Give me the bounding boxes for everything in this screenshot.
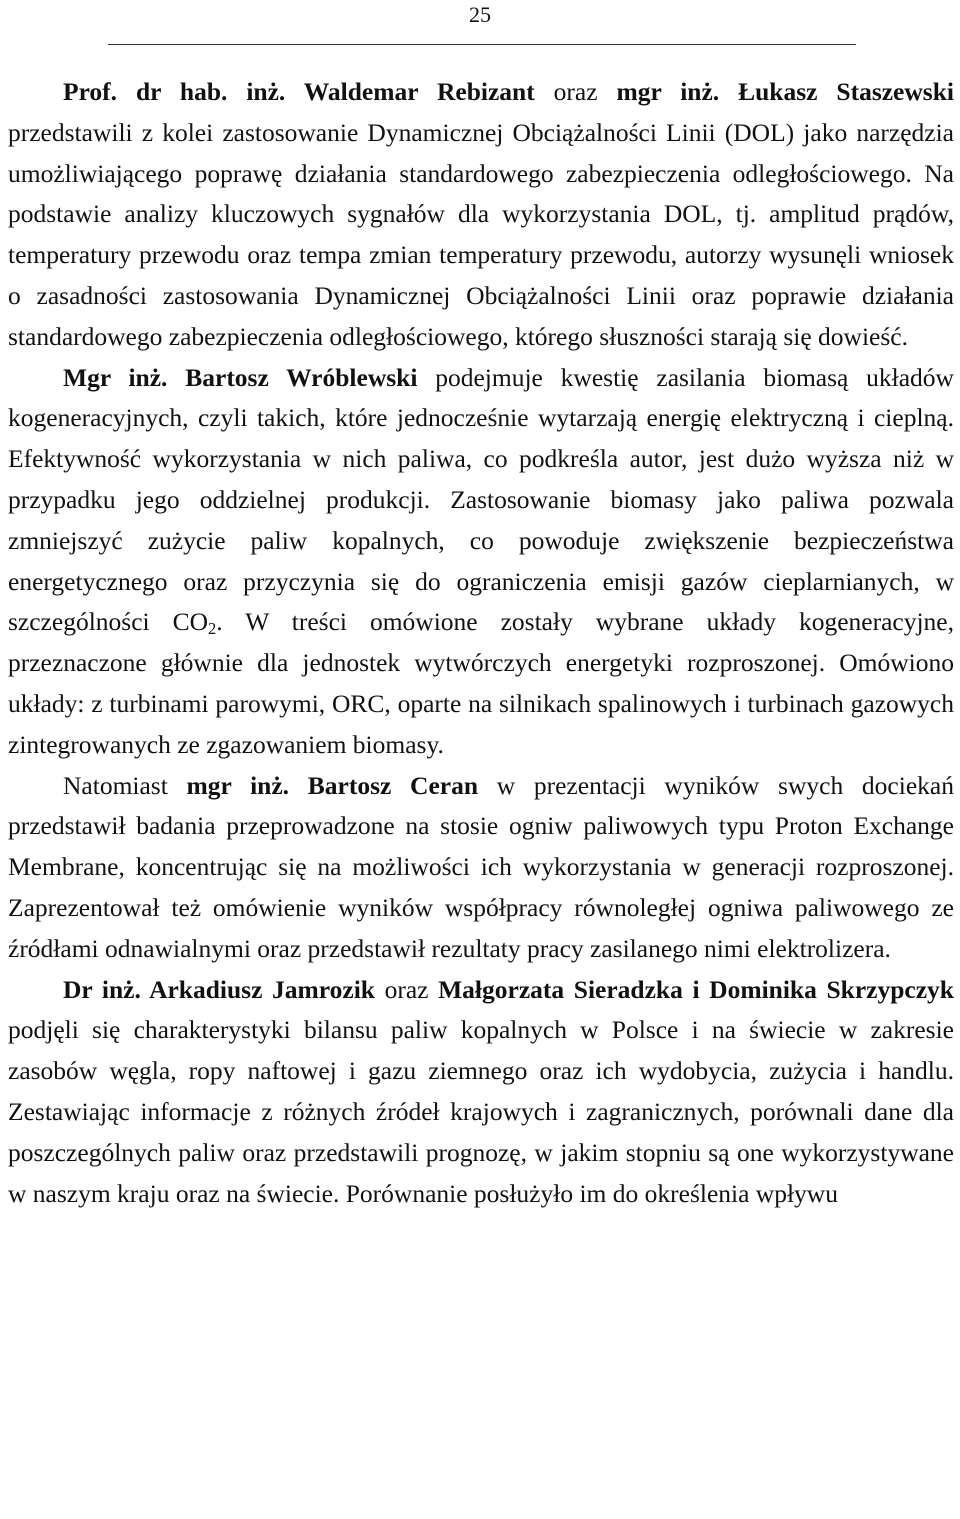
header-rule [108, 44, 856, 45]
author-ceran: mgr inż. Bartosz Ceran [186, 770, 479, 800]
author-rebizant: Prof. dr hab. inż. Waldemar Rebizant [63, 77, 535, 106]
authors-sieradzka-skrzypczyk: Małgorzata Sieradzka i Dominika Skrzypczyk [438, 974, 954, 1004]
paragraph-1: Prof. dr hab. inż. Waldemar Rebizant oraz mgr inż. Łukasz Staszewski przedstawili z kolei zastosowanie Dynamicznej Obciążalności Linii (DOL) jako narzędzia umożliwiającego poprawę działania standardowego zabezpieczenia odległościowego. Na podstawie analizy kluczowych sygnałów dla wykorzystania DOL, tj. amplitud prądów, temperatury przewodu oraz tempa zmian temperatury przewodu, autorzy wysunęli wniosek o zasadności zastosowania Dynamicznej Obciążalności Linii oraz poprawie działania standardowego zabezpieczenia odległościowego, którego słuszności starają się dowieść. [8, 77, 954, 351]
page-number: 25 [469, 2, 491, 27]
paragraph-4: Dr inż. Arkadiusz Jamrozik oraz Małgorzata Sieradzka i Dominika Skrzypczyk podjęli się charakterystyki bilansu paliw kopalnych w Polsce i na świecie w zakresie zasobów węgla, ropy naftowej i gazu ziemnego oraz ich wydobycia, zużycia i handlu. Zestawiając informacje z różnych źródeł krajowych i zagranicznych, porównali dane dla poszczególnych paliw oraz przedstawili prognozę, w jakim stopniu są one wykorzystywane w naszym kraju oraz na świecie. Porównanie posłużyło im do określenia wpływu [8, 974, 954, 1208]
paragraph-3: Natomiast mgr inż. Bartosz Ceran w prezentacji wyników swych dociekań przedstawił badania przeprowadzone na stosie ogniw paliwowych typu Proton Exchange Membrane, koncentrując się na możliwości ich wykorzystania w generacji rozproszonej. Zaprezentował też omówienie wyników współpracy równoległej ogniwa paliwowego ze źródłami odnawialnymi oraz przedstawił rezultaty pracy zasilanego nimi elektrolizera. [8, 770, 954, 963]
paragraph-2: Mgr inż. Bartosz Wróblewski podejmuje kwestię zasilania biomasą układów kogeneracyjnych, czyli takich, które jednocześnie wytarzają energię elektryczną i cieplną. Efektywność wykorzystania w nich paliwa, co podkreśla autor, jest dużo wyższa niż w przypadku jego oddzielnej produkcji. Zastosowanie biomasy jako paliwa pozwala zmniejszyć zużycie paliw kopalnych, co powoduje zwiększenie bezpieczeństwa energetycznego oraz przyczynia się do ograniczenia emisji gazów cieplarnianych, w szczególności $CO_2$. W treści omówione zostały wybrane układy kogeneracyjne, przeznaczone głównie dla jednostek wytwórczych energetyki rozproszonej. Omówiono układy: z turbinami parowymi, ORC, oparte na silnikach spalinowych i turbinach gazowych zintegrowanych ze zgazowaniem biomasy. [8, 362, 954, 759]
author-staszewski: mgr inż. Łukasz Staszewski [616, 77, 954, 106]
author-jamrozik: Dr inż. Arkadiusz Jamrozik [63, 974, 375, 1004]
document-body [8, 72, 954, 1214]
author-wroblewski: Mgr inż. Bartosz Wróblewski [63, 362, 418, 392]
